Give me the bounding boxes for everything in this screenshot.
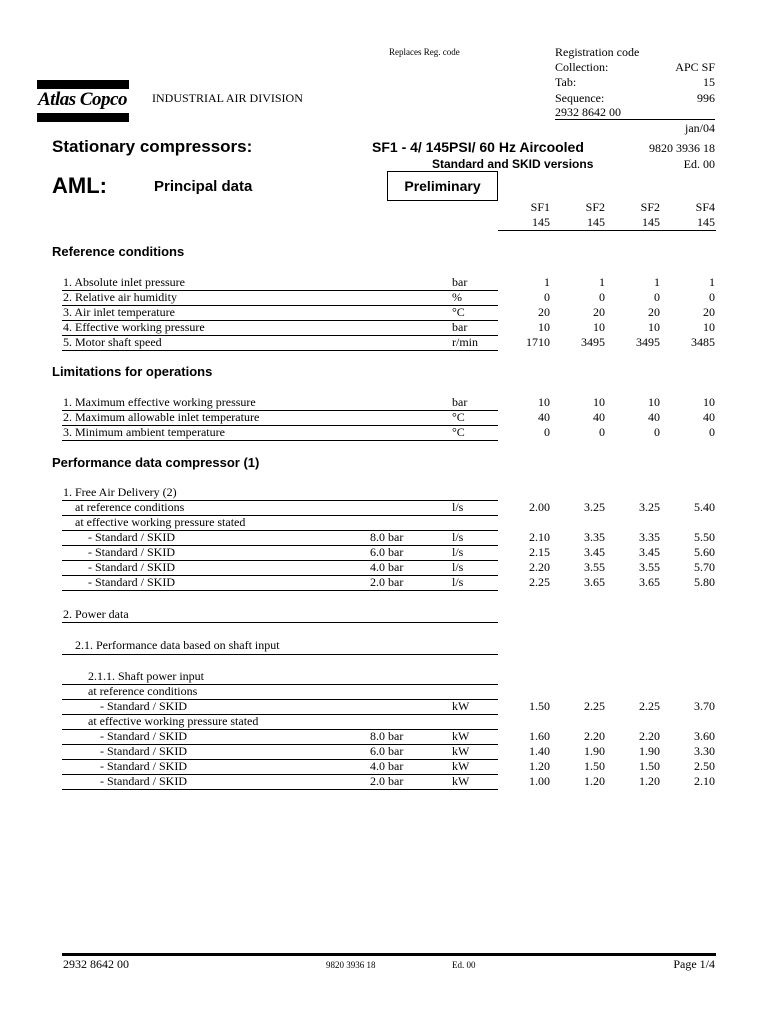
footer-page-number: Page 1/4 — [673, 957, 715, 971]
table-row — [0, 320, 768, 335]
row-divider — [62, 440, 498, 441]
preliminary-badge: Preliminary — [387, 171, 498, 201]
value-cell: 3.55 — [584, 560, 605, 574]
reference-code: 9820 3936 18 — [649, 141, 715, 155]
sequence-label: Sequence: — [555, 91, 605, 105]
tab-label: Tab: — [555, 75, 577, 89]
table-row — [0, 684, 768, 699]
value-cell: 1.50 — [584, 759, 605, 773]
value-cell: 1710 — [526, 335, 550, 349]
table-row — [0, 410, 768, 425]
value-cell: 40 — [538, 410, 550, 424]
row-label: 2. Maximum allowable inlet temperature — [63, 410, 260, 424]
value-cell: 1.40 — [529, 744, 550, 758]
value-cell: 3.65 — [639, 575, 660, 589]
value-cell: 2.25 — [529, 575, 550, 589]
value-cell: 3.65 — [584, 575, 605, 589]
value-cell: 0 — [599, 290, 605, 304]
column-header-underline — [498, 230, 716, 231]
row-label: 2. Relative air humidity — [63, 290, 177, 304]
row-unit: % — [452, 290, 462, 304]
table-row — [0, 575, 768, 590]
column-model-sf2: SF2 — [585, 200, 605, 214]
value-cell: 3.45 — [639, 545, 660, 559]
row-unit: l/s — [452, 575, 464, 589]
column-model-sf4: SF4 — [695, 200, 715, 214]
value-cell: 2.25 — [584, 699, 605, 713]
stationary-compressors-title: Stationary compressors: — [52, 137, 253, 156]
section-title-reference: Reference conditions — [52, 244, 185, 259]
value-cell: 40 — [703, 410, 715, 424]
value-cell: 10 — [703, 320, 715, 334]
table-row — [0, 774, 768, 789]
value-cell: 0 — [654, 290, 660, 304]
value-cell: 1.00 — [529, 774, 550, 788]
footer-document-code: 2932 8642 00 — [63, 957, 129, 971]
value-cell: 1.20 — [584, 774, 605, 788]
row-condition: 8.0 bar — [370, 729, 404, 743]
value-cell: 3.25 — [639, 500, 660, 514]
value-cell: 0 — [654, 425, 660, 439]
value-cell: 2.20 — [639, 729, 660, 743]
value-cell: 1.60 — [529, 729, 550, 743]
row-unit: l/s — [452, 530, 464, 544]
value-cell: 1 — [599, 275, 605, 289]
tab-value: 15 — [703, 75, 715, 89]
table-row — [0, 744, 768, 759]
aml-title: AML: — [52, 173, 107, 198]
logo-top-bar — [37, 80, 129, 89]
value-cell: 2.00 — [529, 500, 550, 514]
value-cell: 0 — [709, 290, 715, 304]
row-unit: bar — [452, 395, 468, 409]
table-row — [0, 500, 768, 515]
row-unit: kW — [452, 699, 470, 713]
value-cell: 2.25 — [639, 699, 660, 713]
collection-label: Collection: — [555, 60, 609, 74]
table-row — [0, 305, 768, 320]
value-cell: 3495 — [581, 335, 605, 349]
row-unit: kW — [452, 744, 470, 758]
value-cell: 1.50 — [529, 699, 550, 713]
replaces-reg-code-label: Replaces Reg. code — [389, 47, 460, 57]
table-row — [0, 275, 768, 290]
edition: Ed. 00 — [683, 157, 715, 171]
row-divider — [62, 350, 498, 351]
value-cell: 20 — [648, 305, 660, 319]
value-cell: 2.20 — [529, 560, 550, 574]
column-psi-sf4: 145 — [697, 215, 715, 229]
logo-bottom-bar — [37, 113, 129, 122]
row-label: 4. Effective working pressure — [63, 320, 205, 334]
row-condition: 6.0 bar — [370, 744, 404, 758]
value-cell: 20 — [593, 305, 605, 319]
value-cell: 3485 — [691, 335, 715, 349]
value-cell: 0 — [544, 425, 550, 439]
row-unit: °C — [452, 425, 465, 439]
column-psi-sf1: 145 — [532, 215, 550, 229]
value-cell: 3.60 — [694, 729, 715, 743]
table-row — [0, 699, 768, 714]
footer-edition: Ed. 00 — [452, 960, 476, 970]
row-label: 1. Free Air Delivery (2) — [63, 485, 177, 499]
value-cell: 2.10 — [529, 530, 550, 544]
row-unit: l/s — [452, 545, 464, 559]
row-label: - Standard / SKID — [100, 699, 187, 713]
row-label: 3. Minimum ambient temperature — [63, 425, 225, 439]
row-unit: °C — [452, 305, 465, 319]
value-cell: 1 — [654, 275, 660, 289]
value-cell: 5.70 — [694, 560, 715, 574]
table-row — [0, 714, 768, 729]
brand-logo: Atlas Copco — [38, 89, 127, 110]
row-label: 2.1.1. Shaft power input — [88, 669, 204, 683]
value-cell: 3.25 — [584, 500, 605, 514]
value-cell: 1 — [544, 275, 550, 289]
table-row — [0, 638, 768, 653]
column-model-sf1: SF1 — [530, 200, 550, 214]
value-cell: 0 — [709, 425, 715, 439]
column-model-sf2b: SF2 — [640, 200, 660, 214]
value-cell: 1 — [709, 275, 715, 289]
row-label: 1. Maximum effective working pressure — [63, 395, 256, 409]
table-row — [0, 395, 768, 410]
row-label: - Standard / SKID — [100, 759, 187, 773]
row-label: 2. Power data — [63, 607, 129, 621]
value-cell: 40 — [593, 410, 605, 424]
value-cell: 10 — [703, 395, 715, 409]
value-cell: 3.45 — [584, 545, 605, 559]
value-cell: 40 — [648, 410, 660, 424]
value-cell: 0 — [544, 290, 550, 304]
division-name: INDUSTRIAL AIR DIVISION — [152, 91, 303, 105]
value-cell: 1.90 — [584, 744, 605, 758]
value-cell: 1.90 — [639, 744, 660, 758]
value-cell: 5.60 — [694, 545, 715, 559]
sequence-value: 996 — [697, 91, 715, 105]
value-cell: 10 — [593, 320, 605, 334]
value-cell: 10 — [538, 395, 550, 409]
section-title-limitations: Limitations for operations — [52, 364, 213, 379]
value-cell: 10 — [593, 395, 605, 409]
value-cell: 1.50 — [639, 759, 660, 773]
table-row — [0, 530, 768, 545]
value-cell: 2.20 — [584, 729, 605, 743]
row-unit: l/s — [452, 500, 464, 514]
footer-reference-code: 9820 3936 18 — [326, 960, 376, 970]
value-cell: 10 — [648, 320, 660, 334]
table-row — [0, 759, 768, 774]
row-label: 5. Motor shaft speed — [63, 335, 162, 349]
value-cell: 5.80 — [694, 575, 715, 589]
row-label: 3. Air inlet temperature — [63, 305, 175, 319]
registration-code-label: Registration code — [555, 45, 640, 59]
row-condition: 4.0 bar — [370, 560, 404, 574]
row-label: - Standard / SKID — [88, 560, 175, 574]
table-row — [0, 607, 768, 622]
value-cell: 2.50 — [694, 759, 715, 773]
row-label: - Standard / SKID — [100, 744, 187, 758]
row-label: at reference conditions — [75, 500, 185, 514]
value-cell: 3.70 — [694, 699, 715, 713]
row-divider — [62, 622, 498, 623]
table-row — [0, 425, 768, 440]
value-cell: 3.35 — [639, 530, 660, 544]
principal-data-title: Principal data — [154, 178, 253, 195]
row-label: 1. Absolute inlet pressure — [63, 275, 185, 289]
row-unit: r/min — [452, 335, 478, 349]
row-unit: kW — [452, 759, 470, 773]
column-psi-sf2b: 145 — [642, 215, 660, 229]
value-cell: 20 — [703, 305, 715, 319]
value-cell: 5.40 — [694, 500, 715, 514]
value-cell: 20 — [538, 305, 550, 319]
row-condition: 2.0 bar — [370, 774, 404, 788]
row-label: - Standard / SKID — [100, 729, 187, 743]
value-cell: 0 — [599, 425, 605, 439]
versions-subtitle: Standard and SKID versions — [432, 157, 594, 171]
document-date: jan/04 — [685, 121, 715, 135]
row-unit: °C — [452, 410, 465, 424]
table-row — [0, 729, 768, 744]
row-condition: 8.0 bar — [370, 530, 404, 544]
value-cell: 3495 — [636, 335, 660, 349]
table-row — [0, 545, 768, 560]
row-condition: 4.0 bar — [370, 759, 404, 773]
value-cell: 5.50 — [694, 530, 715, 544]
table-row — [0, 290, 768, 305]
collection-value: APC SF — [675, 60, 715, 74]
table-row — [0, 335, 768, 350]
value-cell: 2.10 — [694, 774, 715, 788]
product-title: SF1 - 4/ 145PSI/ 60 Hz Aircooled — [372, 139, 584, 155]
value-cell: 3.55 — [639, 560, 660, 574]
row-unit: l/s — [452, 560, 464, 574]
footer-rule — [62, 953, 716, 956]
value-cell: 1.20 — [529, 759, 550, 773]
row-label: - Standard / SKID — [100, 774, 187, 788]
row-label: - Standard / SKID — [88, 530, 175, 544]
row-unit: kW — [452, 774, 470, 788]
value-cell: 3.30 — [694, 744, 715, 758]
document-code: 2932 8642 00 — [555, 105, 621, 119]
value-cell: 1.20 — [639, 774, 660, 788]
row-label: - Standard / SKID — [88, 545, 175, 559]
row-unit: kW — [452, 729, 470, 743]
row-condition: 6.0 bar — [370, 545, 404, 559]
row-label: at effective working pressure stated — [88, 714, 259, 728]
header-divider — [555, 119, 715, 120]
row-unit: bar — [452, 275, 468, 289]
section-title-performance: Performance data compressor (1) — [52, 455, 260, 470]
table-row — [0, 515, 768, 530]
table-row — [0, 485, 768, 500]
value-cell: 10 — [538, 320, 550, 334]
value-cell: 3.35 — [584, 530, 605, 544]
table-row — [0, 560, 768, 575]
row-divider — [62, 789, 498, 790]
row-divider — [62, 590, 498, 591]
table-row — [0, 669, 768, 684]
row-label: - Standard / SKID — [88, 575, 175, 589]
row-unit: bar — [452, 320, 468, 334]
value-cell: 10 — [648, 395, 660, 409]
row-label: at reference conditions — [88, 684, 198, 698]
column-psi-sf2: 145 — [587, 215, 605, 229]
row-condition: 2.0 bar — [370, 575, 404, 589]
row-label: 2.1. Performance data based on shaft input — [75, 638, 280, 652]
row-label: at effective working pressure stated — [75, 515, 246, 529]
row-divider — [62, 654, 498, 655]
value-cell: 2.15 — [529, 545, 550, 559]
